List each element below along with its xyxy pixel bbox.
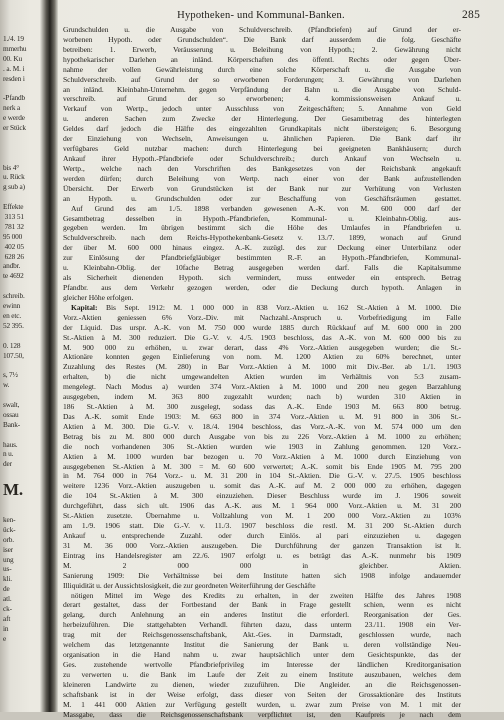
body-line: am 1./9. 1906 statt. Die G.-V. v. 11./3. 1907 beschloss die restl. M. 31 200 St.-Aktien durch <box>63 521 461 531</box>
margin-fragment-line: g sub a) <box>3 182 25 192</box>
section-label: Kapital: <box>71 302 98 312</box>
body-line: St.-Aktien zusetzte. Übernahme u. Vollzahlung von M. 1 200 000 Vorz.-Aktien zu 103% <box>63 511 461 521</box>
body-line: die noch vorhandenen 306 St.-Aktien wurden wie 1903 in Zahlung genommen. 120 Vorz.- <box>63 441 461 451</box>
margin-fragment-line: orb. <box>3 534 14 544</box>
margin-fragment-line <box>3 153 41 163</box>
margin-fragment-line: M. <box>3 480 23 500</box>
margin-fragment-line: ewinn <box>3 301 21 311</box>
body-line: durchgeführt, dass sich ult. 1906 das A.-K. aus M. 1 964 000 Vorz.-Aktien u. M. 31 200 <box>63 501 461 511</box>
margin-fragment-line: de <box>3 584 10 594</box>
body-line: hypothekarischer Darlehen an inländ. Körperschaften des öffentl. Rechts oder gegen Über- <box>63 54 461 64</box>
margin-fragment-line: andbr. <box>3 261 21 271</box>
body-line: u. Kleinbahn-Oblig. der 10fache Betrag ausgegeben werden darf. Falls die Kapitalsumme <box>63 263 461 273</box>
book-gutter <box>40 0 58 712</box>
body-line: werden dürfen; durch Beleihung von Wertp. nach einer von der Bank aufzustellenden <box>63 173 461 183</box>
body-line: Vorz.-Aktien geniessen 6% Vorz.-Div. mit Nachzahl.-Anspruch u. Vorbefriedigung im Falle <box>63 312 461 322</box>
body-line: an inländ. Kleinbahn-Unternehm. gegen Verpfändung der Bahn u. die Ausgabe von Schuld- <box>63 84 461 94</box>
margin-fragment-line: mmerhu <box>3 43 27 53</box>
body-line: Schuldverschreib. nach dem Reichs-Hypothekenbank-Gesetz v. 13./7. 1899, wonach auf Grund <box>63 233 461 243</box>
margin-fragment-line: n u. <box>3 449 14 459</box>
body-line: organisation in die Hand nahm u. zwar hauptsächlich unter dem Gesichtspunkte, das der <box>63 650 461 660</box>
body-line: der Einziehung von Wechseln, Anweisungen u. ähnlichen Papieren. Die Bank darf ihr <box>63 134 461 144</box>
body-line: Massgabe, dass die Reichsgenossenschaftsbank verpflichtet ist, den Kaufpreis je nach dem <box>63 709 461 719</box>
margin-fragment-line <box>3 360 41 370</box>
body-line: M. 900 000 zu erhöhen, u. zwar derart, dass 4% Vorz.-Aktien ausgegeben wurden; die St.- <box>63 342 461 352</box>
body-line: M. 1 441 000 Aktien zur Verfügung gestellt wurden, u. zwar zum Preise von M. 1 mit der <box>63 699 461 709</box>
margin-fragment-line: 402 05 <box>3 241 24 251</box>
body-line: verfügbares Geld nutzbar machen: durch Hinterlegung bei geeigneten Bankhäusern; durch <box>63 144 461 154</box>
margin-fragment-line <box>3 430 41 440</box>
body-line: gleicher Höhe erfolgen. <box>63 292 134 302</box>
body-line: Aktien à M. 300. Die G.-V. v. 18./4. 1904 beschloss, das Vorz.-A.-K. von M. 574 000 um den <box>63 421 461 431</box>
body-line: gelang, durch Anlehnung an ein anderes Institut die erforderl. Reorganisation der Ges. <box>63 610 461 620</box>
margin-fragment-line: atl. <box>3 594 12 604</box>
body-line: der Liquid. Das urspr. A.-K. von M. 750 000 wurde 1885 durch Rückkauf auf M. 600 000 in 200 <box>63 322 461 332</box>
body-line: mengelegt. Nach Modus a) wurden 374 Vorz.-Aktien à M. 1000 und 200 neu gegen Barzahlung <box>63 382 461 392</box>
margin-fragment-line: schreib. <box>3 291 25 301</box>
body-line: Pfandbr. aus dem Verkehr gezogen werden, oder die Deckung durch hypoth. Anlagen in <box>63 282 461 292</box>
margin-fragment-line: resden i <box>3 73 25 83</box>
margin-fragment-line <box>3 83 41 93</box>
body-line: Grundschulden u. die Ausgabe von Schuldverschreib. (Pfandbriefen) auf Grund der er- <box>63 25 461 34</box>
body-line: nahme der vollen Gewährleistung durch eine solche Körperschaft u. die Ausgabe von <box>63 64 461 74</box>
body-line: Kapital: Bis Sept. 1912: M. 1 000 000 in 838 Vorz.-Aktien u. 162 St.-Aktien à M. 1000. Die <box>71 302 461 312</box>
body-line: zu verwerten u. die Bank im Laufe der Zeit zu einem Institute auszubauen, welches dem <box>63 669 461 679</box>
margin-fragment-line: 313 51 <box>3 212 24 222</box>
body-line: 31 M. 36 000 Vorz.-Aktien auszugeben. Die Durchführung der ganzen Transaktion ist lt. <box>63 540 461 550</box>
margin-fragment-line <box>3 192 41 202</box>
body-line: ausgegeben, indem M. 363 800 zugezahlt wurden; nach b) wurden 310 Aktien in <box>63 392 461 402</box>
margin-fragment-line <box>3 469 41 479</box>
body-line: zur Einlösung der Pfandbriefgläubiger bestimmten R.-F. an Hypoth.-Pfandbriefen, Kommunal- <box>63 253 461 263</box>
margin-fragment-line: 0. 128 <box>3 340 21 350</box>
body-line: weitere 1236 Vorz.-Aktien auszugeben u. somit das A.-K. auf M. 2 000 000 zu erhöhen, dagegen <box>63 481 461 491</box>
body-line: betreiben: 1. Erwerb, Veräusserung u. Beleihung von Hypoth.; 2. Gewährung nicht <box>63 44 461 54</box>
body-line: herbeizuführen. Die stattgehabten Verhandl. führten dazu, dass unterm 23./11. 1908 ein Ver- <box>63 620 461 630</box>
margin-fragment-line: 00. Ku <box>3 53 22 63</box>
body-line: als Sicherheit dienenden Hypoth. sich vermindert, muss entweder ein entsprech. Betrag <box>63 273 461 283</box>
margin-fragment-line <box>3 133 41 143</box>
margin-fragment-line <box>3 505 41 515</box>
margin-fragment-line: ken- <box>3 514 16 524</box>
body-line: Gesamtbetrag desselben in Hypoth.-Pfandbriefen, Kommunal- u. Kleinbahn-Oblig. aus- <box>63 213 461 223</box>
margin-fragment-line: ossau <box>3 409 19 419</box>
body-line: Eintrag ins Handelsregister am 22./6. 1907 erfolgt u. es beträgt das A.-K. nunmehr bis 1909 <box>63 550 461 560</box>
body-line: Sanierung 1909: Die Verhältnisse bei dem Institute hatten sich 1908 infolge andauernder <box>63 570 461 580</box>
margin-fragment-line: er Stück <box>3 123 26 133</box>
body-line: St.-Aktien à M. 300 reduziert. Die G.-V. v. 4./5. 1903 beschloss, das A.-K. von M. 600 000 bis zu <box>63 332 461 342</box>
running-header: Hypotheken- und Kommunal-Banken. <box>177 10 345 21</box>
body-line: Ges. zustehende wertvolle Pfandbriefprivileg im Interesse der ländlichen Kreditorganisation <box>63 660 461 669</box>
page-number: 285 <box>462 9 481 21</box>
margin-fragment-line: in <box>3 623 9 633</box>
body-line: die 104 St.-Aktien à M. 300 einzuziehen. Dieser Beschluss wurde im J. 1906 soweit <box>63 491 461 501</box>
margin-fragment-line: 781 32 <box>3 221 24 231</box>
margin-fragment-line: Effekte <box>3 202 24 212</box>
body-text <box>63 25 461 719</box>
margin-fragment-line: e <box>3 633 7 643</box>
body-line: in M. 764 000 in 764 Vorz.- u. M. 31 200 in 104 St.-Aktien. Die G.-V. v. 27./5. 1905 beschloss <box>63 471 461 481</box>
body-line: Verkauf von Wertp., jedoch unter Ausschluss von Zeitgeschäften; 5. Annahme von Geld <box>63 104 461 114</box>
body-line: 186 St.-Aktien à M. 300 zusgelegt, sodass das A.-K. Ende 1903 M. 663 800 betrug. <box>63 402 461 412</box>
margin-fragment-line <box>3 331 41 341</box>
margin-fragment-line: der <box>3 459 12 469</box>
margin-fragment-line: 52 395. <box>3 320 24 330</box>
body-line: ausgegebenen St.-Aktien à M. 300 = M. 60 600 verwertet; A.-K. somit bis Ende 1905 M. 795 200 <box>63 461 461 471</box>
margin-fragment-line: -Pfandb <box>3 93 26 103</box>
body-line: M. 2 000 000 in gleichber. Aktien. <box>63 560 461 570</box>
body-line: u. anderen Sachen zum Zwecke der Hinterlegung. Der Gesamtbetrag des hinterlegten <box>63 114 461 124</box>
margin-fragment-line: u. Rück <box>3 172 25 182</box>
body-line: Betrag bis zu M. 800 000 durch Ausgabe von bis zu 226 Vorz.-Aktien à M. 1000 zu erhöhen; <box>63 431 461 441</box>
margin-fragment-line <box>3 390 41 400</box>
body-line: verschreib. auf Grund der so erworbenen; 4. kommissionsweisen Ankauf u. <box>63 94 461 104</box>
margin-fragment-line: w. <box>3 380 10 390</box>
body-line: Ankauf u. entsprechende Zuzahl. oder durch Einlös. al pari einzuziehen u. dagegen <box>63 531 461 541</box>
margin-fragment-line: haus. <box>3 439 18 449</box>
body-line: nötigen Mittel im Wege des Kredits zu erhalten, in der zweiten Hälfte des Jahres 1908 <box>71 590 461 600</box>
margin-fragment-line: nerk a <box>3 103 21 113</box>
margin-fragment-line: ck- <box>3 603 12 613</box>
body-line: kleineren Landwirte zu dienen, wieder zuzuführen. Die Angleider. an die Reichsgenossen- <box>63 679 461 689</box>
body-line: Das A.-K. somit Ende 1903: M. 663 800 in 374 Vorz.-Aktien u. M. 91 800 in 306 St.- <box>63 411 461 421</box>
body-line: Wertp., welche nach den Vorschriften des Bankgesetzes von der Reichsbank angekauft <box>63 163 461 173</box>
body-line: welchem das letztgenannte Institut die Sanierung der Bank u. deren vollständige Neu- <box>63 640 461 650</box>
margin-fragment-line <box>3 143 41 153</box>
body-line: Geldes darf jedoch die Hälfte des eingezahlten Grundkapitals nicht übersteigen; 6. Besorgung <box>63 124 461 134</box>
margin-fragment-line: en etc. <box>3 310 21 320</box>
margin-fragment-line: swalt, <box>3 399 20 409</box>
margin-fragment-line: te 4692 <box>3 271 24 281</box>
body-line: Illiquidität u. der Aussichtslosigkeit, die zur geordneten Weiterführung der Geschäfte <box>63 580 316 590</box>
body-line: Schuldverschreib. auf Grund der so erworbenen Forderungen; 3. Gewährung von Darlehen <box>63 74 461 84</box>
margin-fragment-line: e werde <box>3 113 25 123</box>
margin-fragment-line <box>3 281 41 291</box>
margin-fragment-line: Bank- <box>3 419 21 429</box>
margin-fragment-line: . a. M. i <box>3 63 25 73</box>
margin-fragment-line: 1./4. 19 <box>3 34 24 43</box>
margin-fragment-line: aft <box>3 613 11 623</box>
body-line: trag mit der Reichsgenossenschaftsbank, Akt.-Ges. in Darmstadt, geschlossen wurde, nach <box>63 630 461 640</box>
margin-fragment-line: iser <box>3 544 13 554</box>
margin-fragment-line: us- <box>3 564 12 574</box>
body-line: Aktionäre konnten gegen Einlieferung von nom. M. 1200 Aktien zu 60% berechnet, unter <box>63 352 461 362</box>
margin-fragment-line: ück- <box>3 524 16 534</box>
body-line: worbenen Hypoth. oder Grundschulden“. Die Bank darf ausserdem die folg. Geschäfte <box>63 34 461 44</box>
previous-page-margin-fragment <box>3 34 41 704</box>
body-line: erhalten, b) die nicht umgewandelten Aktien wurden im Verhältnis von 5:3 zusam- <box>63 372 461 382</box>
body-line: schaftsbank ist in der Weise erfolgt, dass dieser von Seiten der Grossaktionäre des Instituts <box>63 689 461 699</box>
body-line: an Hypoth. u. Grundschulden oder zur Beschaffung von Geschäftsräumen gestattet. <box>63 193 461 203</box>
margin-fragment-line: ung <box>3 554 14 564</box>
margin-fragment-line: 107.50, <box>3 350 24 360</box>
body-line: gegeben werden. Im übrigen bestimmt sich die Höhe des Umlaufes in Pfandbriefen u. <box>63 223 461 233</box>
body-line: Übersicht. Der Erwerb von Grundstücken ist der Bank nur zur Verhütung von Verlusten <box>63 183 461 193</box>
body-line: Ankauf ihrer Hypoth.-Pfandbriefe oder Schuldverschreib.; durch Ankauf von Wechseln u. <box>63 153 461 163</box>
margin-fragment-line: kli. <box>3 574 12 584</box>
margin-fragment-line: 628 26 <box>3 251 24 261</box>
body-line: derart gestaltet, dass der Fortbestand der Bank in Frage gestellt schien, wenn es nicht <box>63 600 461 610</box>
margin-fragment-line: 95 000 <box>3 231 23 241</box>
body-line: Aktien à M. 1000 wurden bar bezogen u. 70 Vorz.-Aktien à M. 1000 durch Einziehung von <box>63 451 461 461</box>
body-line: Auf Grund des am 1./5. 1898 verbanden gewesenen A.-K. von M. 600 000 darf der <box>71 203 461 213</box>
margin-fragment-line: s, 7½ <box>3 370 18 380</box>
body-line: der über M. 600 000 hinaus eingez. A.-K. zuzügl. des zur Deckung einer Unterbilanz oder <box>63 243 461 253</box>
body-line: Zuzahlung des Restes (M. 280) in Bar Vorz.-Aktien à M. 1000 mit Div.-Ber. ab 1./1. 1903 <box>63 362 461 372</box>
margin-fragment-line: bis 4° <box>3 162 20 172</box>
